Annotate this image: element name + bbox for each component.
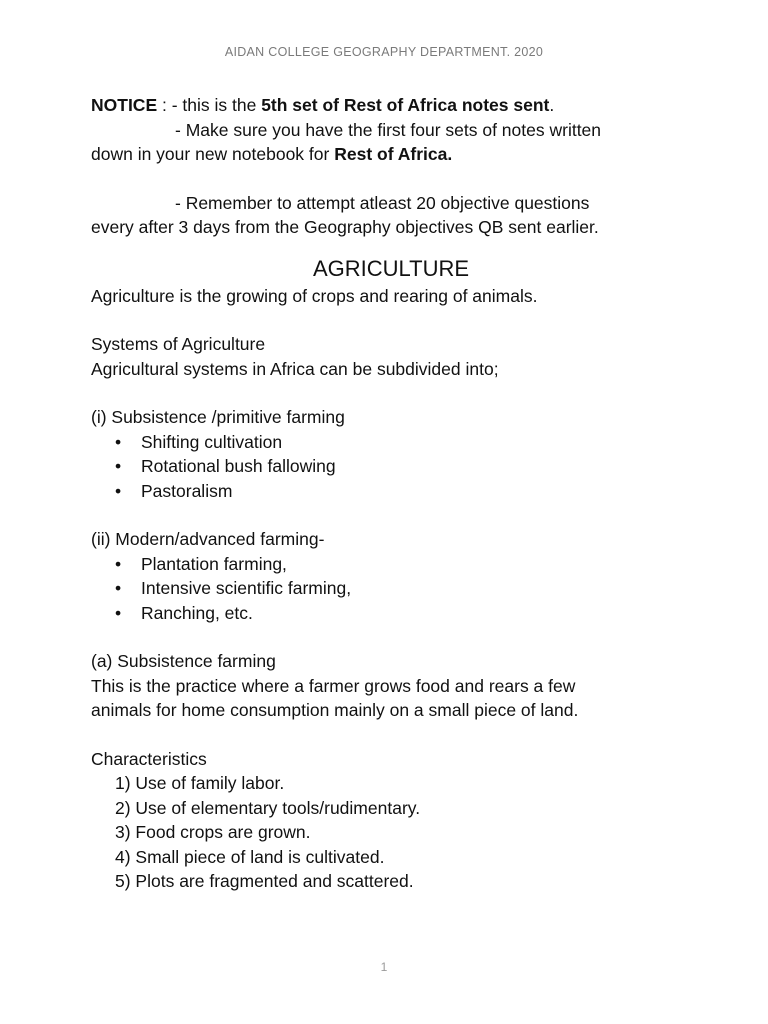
spacer: [91, 308, 691, 332]
list-item: [91, 552, 691, 577]
list-item: 2) Use of elementary tools/rudimentary.: [115, 797, 421, 818]
bullet-icon: •: [115, 602, 122, 623]
list-item-text: Shifting cultivation: [141, 431, 283, 452]
section-title: AGRICULTURE: [312, 255, 470, 281]
bullet-icon: •: [115, 480, 122, 501]
modern-list: [91, 552, 691, 626]
list-item-text: Ranching, etc.: [141, 602, 253, 623]
list-item: [91, 576, 691, 601]
notice-line-3b: every after 3 days from the Geography objectives QB sent earlier.: [91, 217, 599, 237]
bullet-icon: •: [115, 578, 122, 598]
systems-heading: Systems of Agriculture: [91, 334, 266, 354]
notice-line-2b: [91, 142, 691, 167]
subsistence-definition-1: This is the practice where a farmer grows food and rears a few: [91, 675, 576, 696]
list-item-text: Rotational bush fallowing: [141, 456, 336, 476]
subsistence-heading: (a) Subsistence farming: [91, 651, 276, 671]
notice-label: NOTICE: [91, 95, 158, 115]
list-item: 3) Food crops are grown.: [115, 822, 311, 842]
bullet-icon: •: [115, 553, 122, 574]
spacer: [91, 381, 691, 405]
page-number: 1: [380, 960, 388, 974]
characteristics-heading: Characteristics: [91, 748, 207, 769]
notice-line-2b-text: down in your new notebook for: [91, 144, 335, 164]
notice-line-2b-highlight: Rest of Africa.: [334, 144, 453, 164]
bullet-icon: •: [115, 431, 122, 452]
list-item: 4) Small piece of land is cultivated.: [115, 846, 385, 867]
spacer: [91, 167, 691, 191]
page-content: [91, 93, 691, 894]
agriculture-definition: Agriculture is the growing of crops and rearing of animals.: [91, 285, 538, 306]
list-item-text: Plantation farming,: [141, 553, 287, 574]
modern-label: (ii) Modern/advanced farming-: [91, 529, 325, 549]
subsistence-definition-2: animals for home consumption mainly on a small piece of land.: [91, 700, 579, 720]
list-item: [91, 430, 691, 455]
notice-line-1: [91, 93, 691, 118]
notice-separator: : - this is the: [157, 95, 262, 115]
list-item-text: Intensive scientific farming,: [141, 578, 352, 598]
spacer: [91, 625, 691, 649]
list-item-text: Pastoralism: [141, 480, 233, 501]
list-item: [91, 479, 691, 504]
subsistence-label: (i) Subsistence /primitive farming: [91, 407, 345, 427]
systems-intro: Agricultural systems in Africa can be subdivided into;: [91, 358, 499, 379]
notice-line-3a: - Remember to attempt atleast 20 objective questions: [175, 192, 590, 213]
list-item: 5) Plots are fragmented and scattered.: [115, 871, 414, 891]
page-header: AIDAN COLLEGE GEOGRAPHY DEPARTMENT. 2020: [224, 45, 544, 59]
list-item: [91, 601, 691, 626]
notice-line-2a: - Make sure you have the first four sets of notes written: [175, 119, 602, 140]
list-item: 1) Use of family labor.: [115, 773, 285, 793]
spacer: [91, 723, 691, 747]
characteristics-list: [91, 771, 691, 894]
notice-highlight: 5th set of Rest of Africa notes sent: [261, 95, 550, 115]
notice-period: .: [549, 95, 555, 115]
spacer: [91, 503, 691, 527]
subsistence-list: [91, 430, 691, 504]
list-item: [91, 454, 691, 479]
bullet-icon: •: [115, 456, 122, 476]
